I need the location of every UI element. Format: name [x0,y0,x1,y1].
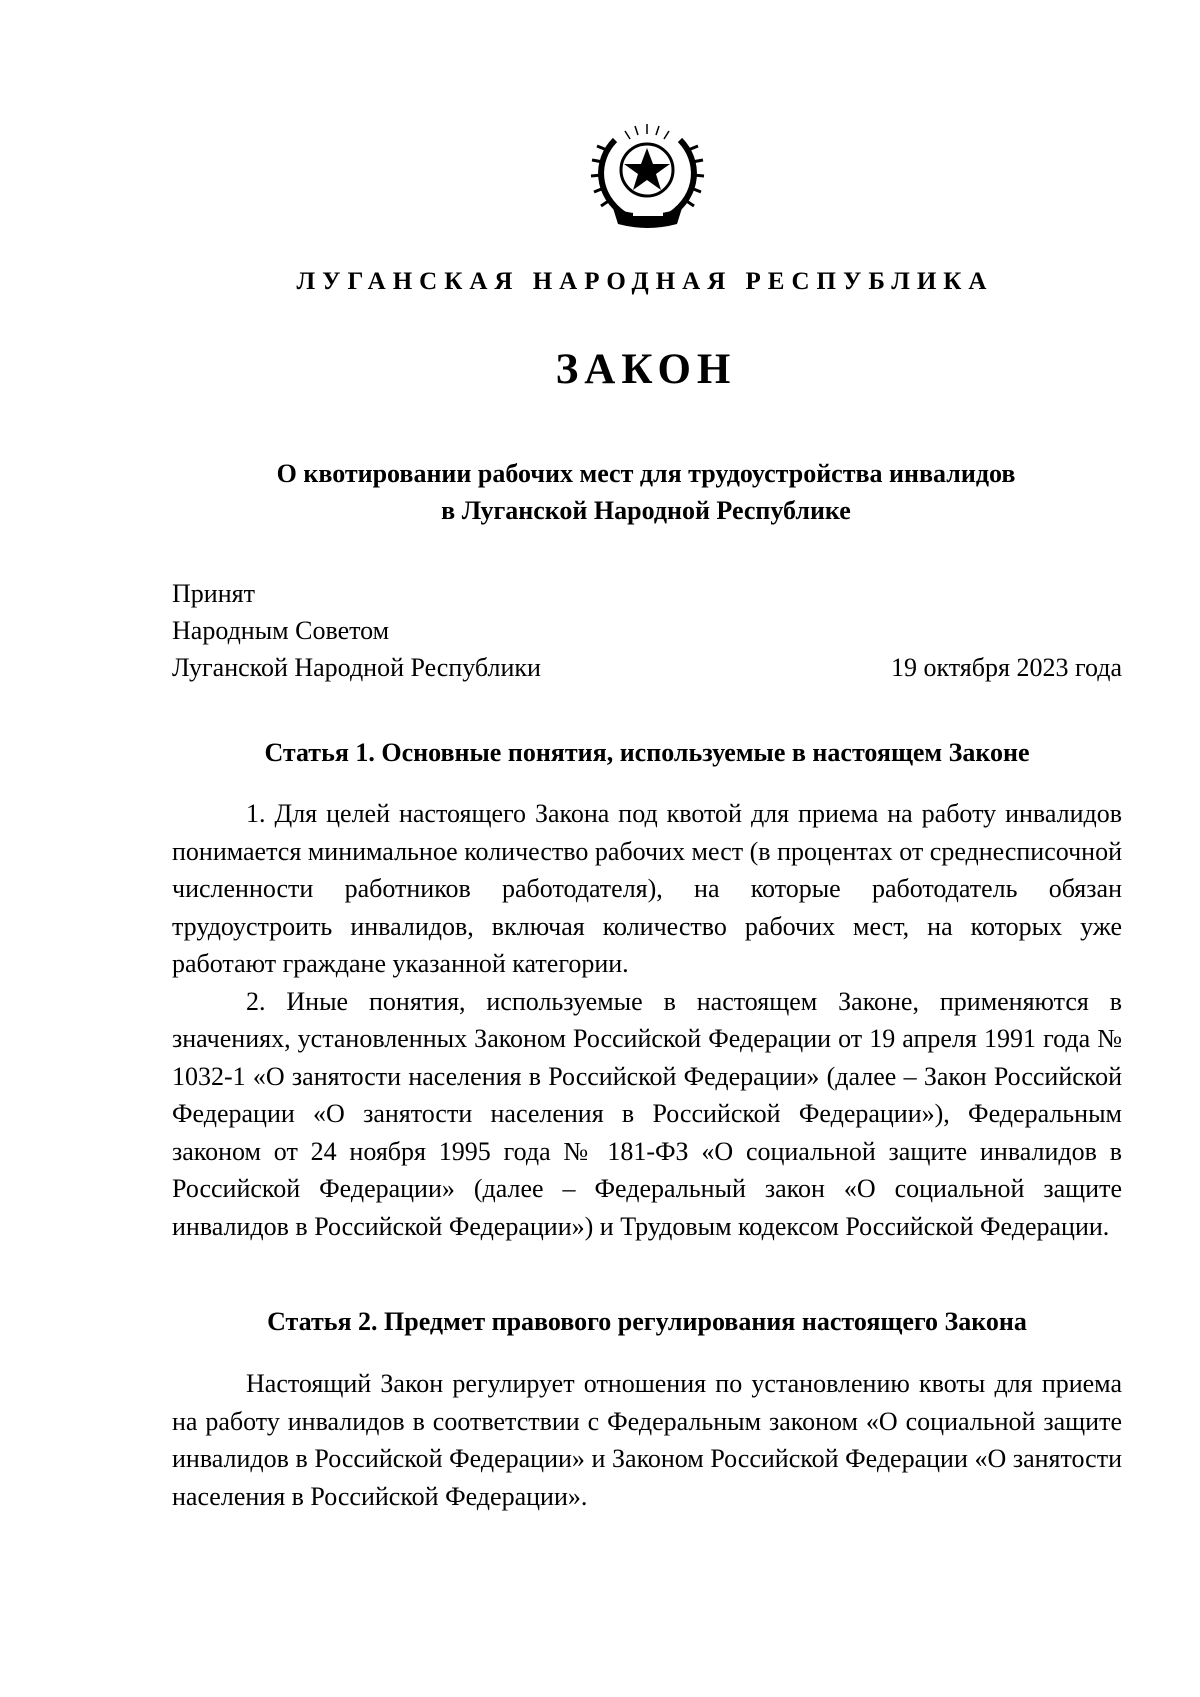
document-type: ЗАКОН [555,346,737,393]
coat-of-arms-icon [585,120,710,230]
article-1-paragraph-1: 1. Для целей настоящего Закона под квотой для приема на работу инвалидов понимается минимальное количество рабочих мест (в процентах от среднесписочной численности работников работодателя), на которые работодатель обязан трудоустроить инвалидов, включая количество рабочих мест, на которых уже работают граждане указанной категории. [172,799,1122,978]
law-title-line-2: в Луганской Народной Республике [441,496,851,525]
article-1-heading: Статья 1. Основные понятия, используемые в настоящем Законе [264,738,1030,767]
law-title-line-1: О квотировании рабочих мест для трудоустройства инвалидов [276,459,1016,488]
article-2-heading: Статья 2. Предмет правового регулирования настоящего Закона [267,1307,1027,1336]
article-1-paragraph-2: 2. Иные понятия, используемые в настоящем Законе, применяются в значениях, установленных Законом Российской Федерации от 19 апреля 1991 года № 1032-1 «О занятости населения в Российской Федерации» (далее – Закон Российской Федерации «О занятости населения в Российской Федерации»), Федеральным законом от 24 ноября 1995 года № 181-ФЗ «О социальной защите инвалидов в Российской Федерации» (далее – Федеральный закон «О социальной защите инвалидов в Российской Федерации») и Трудовым кодексом Российской Федерации. [172,986,1122,1241]
adoption-date: 19 октября 2023 года [891,653,1122,682]
adoption-line-1: Принят [172,579,255,608]
republic-name: ЛУГАНСКАЯ НАРОДНАЯ РЕСПУБЛИКА [296,268,994,295]
law-title [170,455,1122,529]
adoption-block [172,575,1122,686]
adoption-row [172,649,1122,686]
adoption-line-3: Луганской Народной Республики [172,653,541,682]
article-2-paragraph-1: Настоящий Закон регулирует отношения по установлению квоты для приема на работу инвалидов в соответствии с Федеральным законом «О социальной защите инвалидов в Российской Федерации» и Законом Российской Федерации «О занятости населения в Российской Федерации». [172,1369,1122,1511]
adoption-line-2: Народным Советом [172,616,390,645]
article-1-body [172,795,1122,1245]
article-2-body [172,1365,1122,1515]
